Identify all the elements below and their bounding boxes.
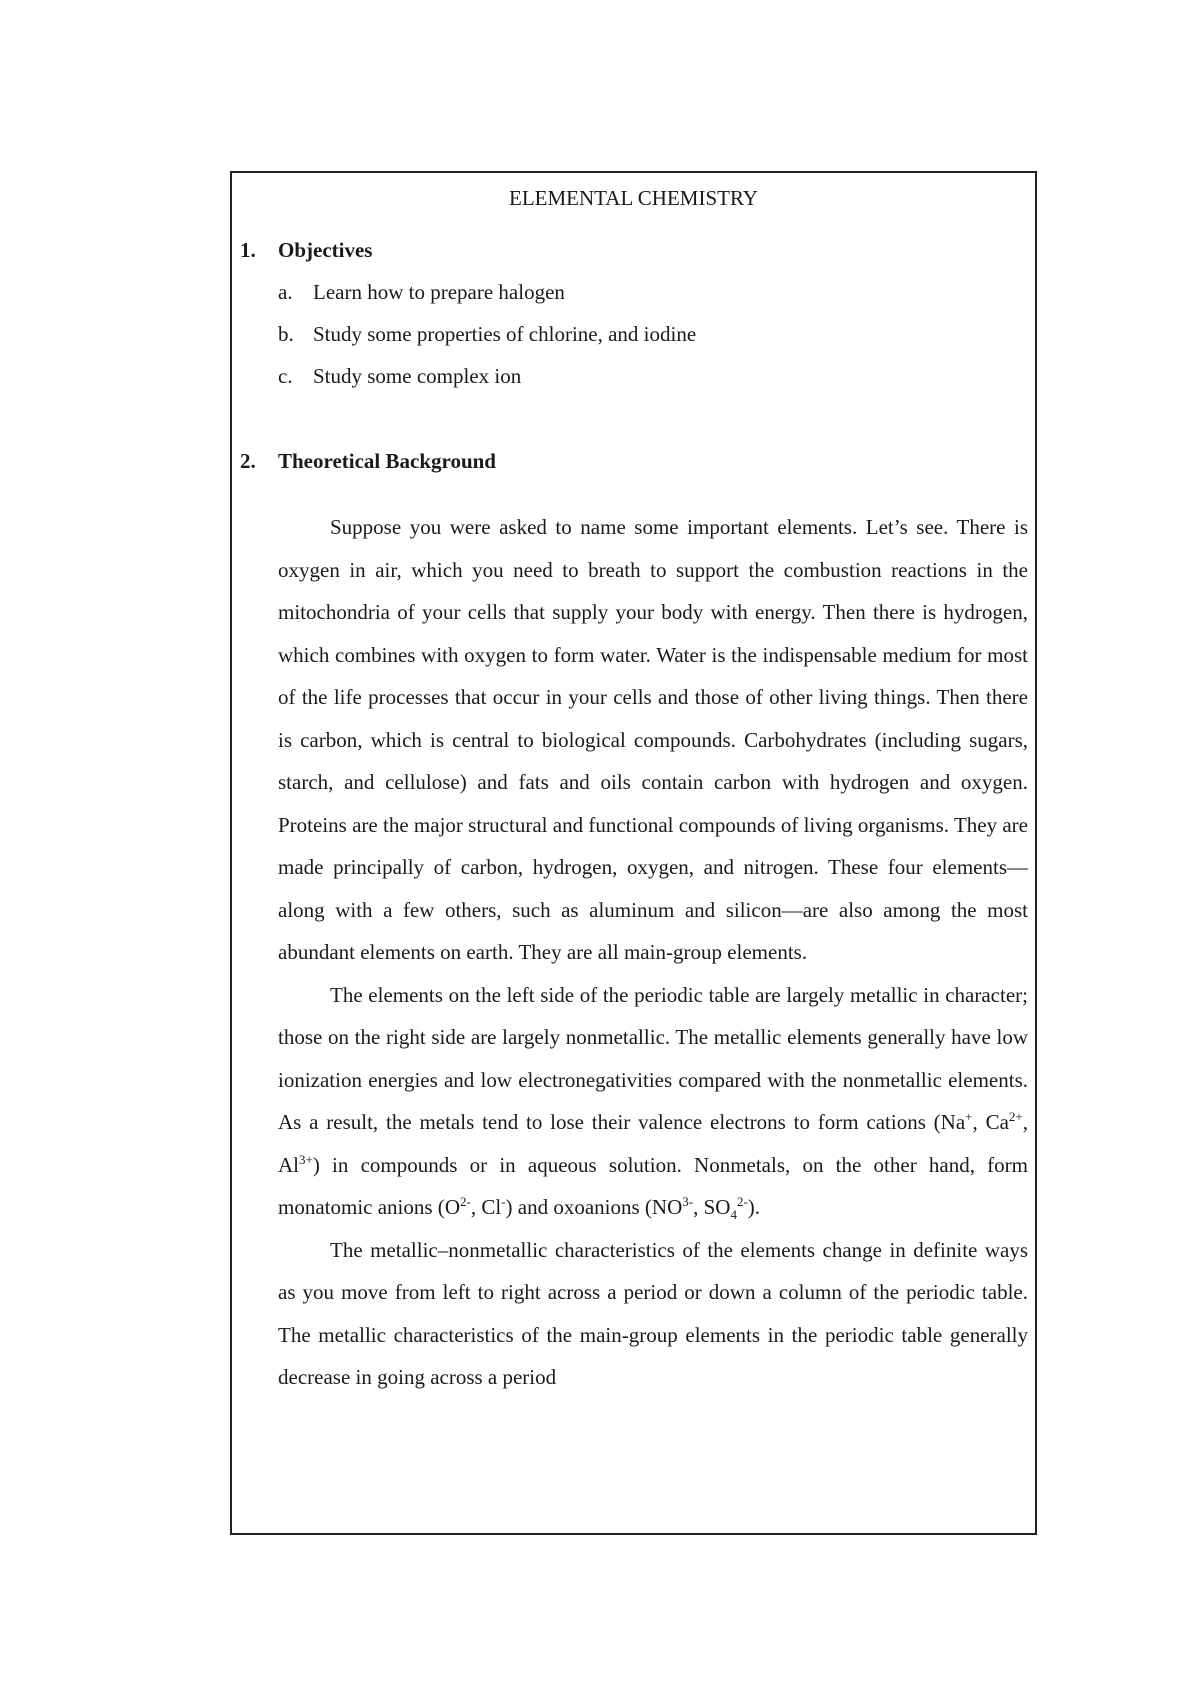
ion-charge: -	[501, 1194, 506, 1209]
ion-charge: 2+	[1008, 1109, 1023, 1124]
ion-charge: +	[965, 1109, 973, 1124]
objective-item	[278, 278, 565, 306]
objective-text: Study some complex ion	[313, 364, 522, 388]
section-title: Objectives	[278, 238, 373, 262]
paragraph-text: ).	[747, 1195, 761, 1219]
ion-charge: 3-	[682, 1194, 694, 1209]
document-title: ELEMENTAL CHEMISTRY	[509, 186, 758, 210]
ion-charge: 2-	[736, 1194, 748, 1209]
paragraph-text: The elements on the left side of the periodic table are largely metallic in character; those on the right side are largely nonmetallic. The metallic elements generally have low ionization energies and low electronegativities compared with the nonmetallic elements. As a result, the metals tend to lose their valence electrons to form cations (	[278, 982, 1028, 1134]
theoretical-background-body	[278, 506, 1028, 1399]
paragraph-text: ) in compounds or in aqueous solution. Nonmetals, on the other hand, form monatomic anions (	[278, 1152, 1028, 1219]
ion-symbol: O	[444, 1195, 460, 1219]
section-heading-theoretical-background	[240, 447, 496, 475]
ion-symbol: SO	[703, 1195, 731, 1219]
section-number: 1.	[240, 238, 256, 262]
separator: ,	[1022, 1110, 1028, 1134]
objective-item	[278, 320, 696, 348]
objective-letter: a.	[278, 280, 293, 304]
ion-subscript: 4	[730, 1207, 737, 1223]
ion-symbol: Na	[940, 1110, 966, 1134]
paragraph	[278, 974, 1028, 1229]
paragraph-text: ) and oxoanions (	[505, 1195, 652, 1219]
ion-symbol: Ca	[985, 1110, 1009, 1134]
objective-letter: c.	[278, 364, 293, 388]
section-title: Theoretical Background	[278, 449, 496, 473]
objective-item	[278, 362, 521, 390]
ion-charge: 2-	[459, 1194, 471, 1209]
section-number: 2.	[240, 449, 256, 473]
ion-symbol: Al	[278, 1152, 299, 1177]
ion-symbol: NO	[651, 1195, 683, 1219]
objective-text: Study some properties of chlorine, and iodine	[313, 322, 697, 346]
separator: ,	[470, 1195, 482, 1219]
ion-charge: 3+	[299, 1151, 313, 1167]
ion-symbol: Cl	[481, 1195, 502, 1219]
separator: ,	[693, 1195, 704, 1219]
objective-text: Learn how to prepare halogen	[313, 280, 565, 304]
document-frame	[230, 171, 1037, 1535]
paragraph: The metallic–nonmetallic characteristics of the elements change in definite ways as you move from left to right across a period or down a column of the periodic table. The metallic characteristics of the main-group elements in the periodic table generally decrease in going across a period	[278, 1237, 1028, 1389]
separator: ,	[972, 1110, 986, 1134]
section-heading-objectives	[240, 236, 372, 264]
paragraph: Suppose you were asked to name some important elements. Let’s see. There is oxygen in air, which you need to breath to support the combustion reactions in the mitochondria of your cells that supply your body with energy. Then there is hydrogen, which combines with oxygen to form water. Water is the indispensable medium for most of the life processes that occur in your cells and those of other living things. Then there is carbon, which is central to biological compounds. Carbohydrates (including sugars, starch, and cellulose) and fats and oils contain carbon with hydrogen and oxygen. Proteins are the major structural and functional compounds of living organisms. They are made principally of carbon, hydrogen, oxygen, and nitrogen. These four elements— along with a few others, such as aluminum and silicon—are also among the most abundant elements on earth. They are all main-group elements.	[278, 515, 1028, 964]
objective-letter: b.	[278, 322, 294, 346]
